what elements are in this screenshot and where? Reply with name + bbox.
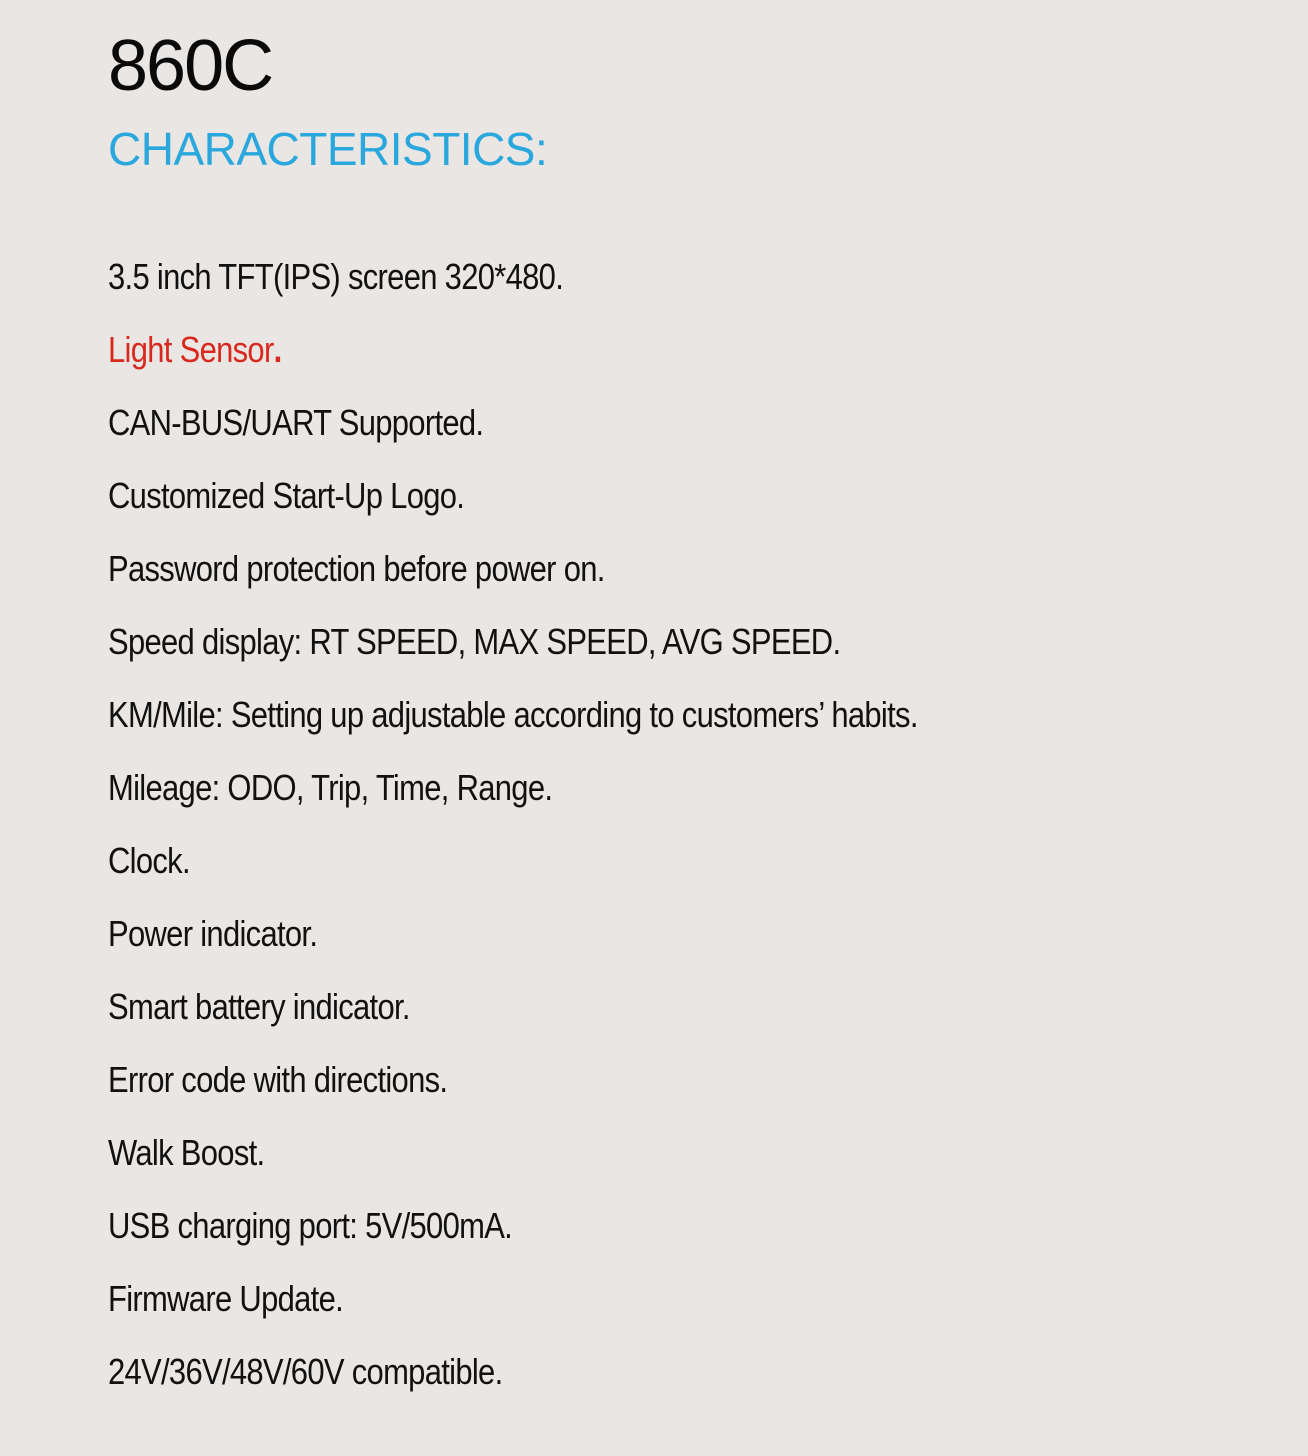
feature-text: Clock. [108,839,190,881]
model-title: 860C [108,26,273,106]
feature-usb-charging [108,1189,918,1262]
feature-speed-display [108,605,918,678]
feature-suffix: . [273,328,282,370]
feature-text: Firmware Update. [108,1277,344,1319]
feature-text: Mileage: ODO, Trip, Time, Range. [108,766,553,808]
feature-text: Walk Boost. [108,1131,265,1173]
feature-list [108,240,1050,1408]
feature-screen [108,240,918,313]
feature-text: Error code with directions. [108,1058,448,1100]
feature-walk-boost [108,1116,918,1189]
feature-text: Smart battery indicator. [108,985,410,1027]
feature-voltage [108,1335,918,1408]
feature-error-code [108,1043,918,1116]
feature-power-indicator [108,897,918,970]
feature-text: 24V/36V/48V/60V compatible. [108,1350,503,1392]
feature-text: Password protection before power on. [108,547,605,589]
feature-text: Speed display: RT SPEED, MAX SPEED, AVG SPEED. [108,620,841,662]
feature-text: USB charging port: 5V/500mA. [108,1204,513,1246]
feature-canbus [108,386,918,459]
feature-text: Power indicator. [108,912,318,954]
feature-startup-logo [108,459,918,532]
feature-smart-battery [108,970,918,1043]
feature-text: Light Sensor [108,328,274,370]
feature-km-mile [108,678,918,751]
feature-mileage [108,751,918,824]
characteristics-heading: CHARACTERISTICS: [108,123,548,175]
feature-text: CAN-BUS/UART Supported. [108,401,484,443]
feature-text: Customized Start-Up Logo. [108,474,465,516]
feature-clock [108,824,918,897]
feature-firmware-update [108,1262,918,1335]
feature-password [108,532,918,605]
feature-light-sensor [108,313,918,386]
feature-text: KM/Mile: Setting up adjustable according to customers’ habits. [108,693,918,735]
feature-text: 3.5 inch TFT(IPS) screen 320*480. [108,255,564,297]
